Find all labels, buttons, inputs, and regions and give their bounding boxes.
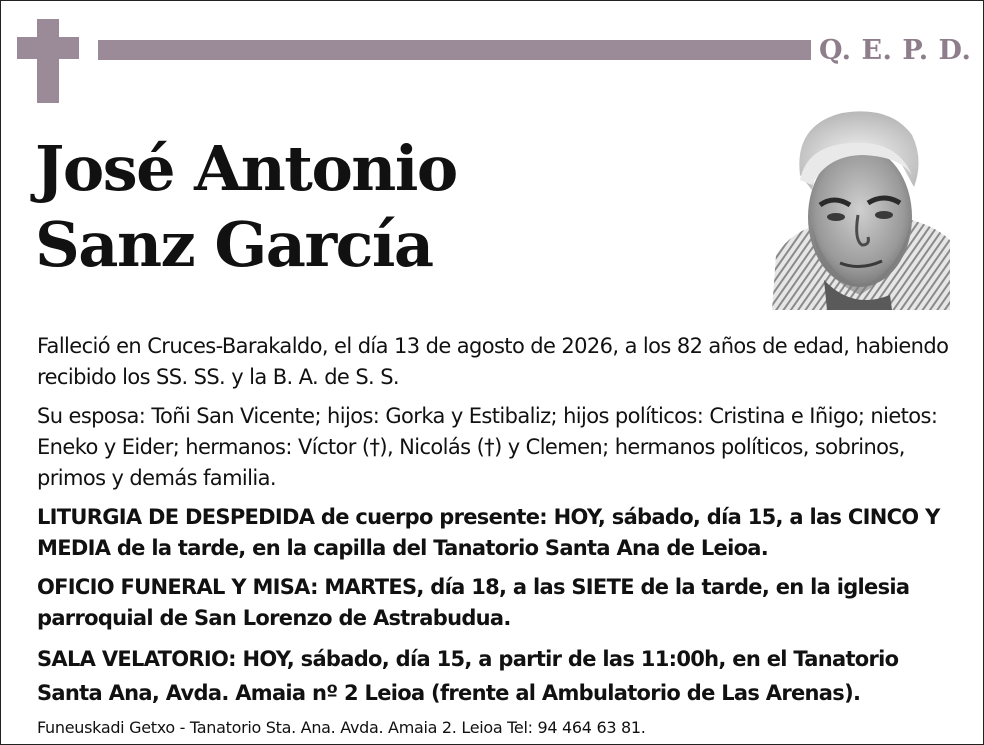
cross-vertical-bar: [37, 19, 59, 103]
obituary-body: [37, 331, 949, 718]
death-paragraph: Falleció en Cruces-Barakaldo, el día 13 de agosto de 2026, a los 82 años de edad, habiendo recibido los SS. SS. y la B. A. de S. S.: [37, 334, 949, 389]
wake-paragraph: SALA VELATORIO: HOY, sábado, día 15, a partir de las 11:00h, en el Tanatorio Santa Ana, Avda. Amaia nº 2 Leioa (frente al Ambulatorio de Las Arenas).: [37, 647, 899, 705]
funeral-paragraph: OFICIO FUNERAL Y MISA: MARTES, día 18, a las SIETE de la tarde, en la iglesia parroquial de San Lorenzo de Astrabudua.: [37, 575, 910, 630]
name-first-line: José Antonio: [35, 132, 457, 205]
liturgy-paragraph: LITURGIA DE DESPEDIDA de cuerpo presente: HOY, sábado, día 15, a las CINCO Y MEDIA de la tarde, en la capilla del Tanatorio Santa Ana de Leioa.: [37, 505, 940, 560]
qepd-label: Q. E. P. D.: [819, 35, 972, 66]
name-second-line: Sanz García: [35, 208, 433, 281]
header-rule: [98, 40, 811, 60]
portrait-photo: [772, 105, 950, 310]
cross-horizontal-bar: [17, 37, 79, 59]
deceased-name: [35, 131, 457, 283]
footer-contact: Funeuskadi Getxo - Tanatorio Sta. Ana. Avda. Amaia 2. Leioa Tel: 94 464 63 81.: [37, 718, 646, 737]
family-paragraph: Su esposa: Toñi San Vicente; hijos: Gorka y Estibaliz; hijos políticos: Cristina e Iñigo; nietos: Eneko y Eider; hermanos: Víctor (†), Nicolás (†) y Clemen; hermanos políticos, sobrinos, primos y demás familia.: [37, 404, 938, 490]
